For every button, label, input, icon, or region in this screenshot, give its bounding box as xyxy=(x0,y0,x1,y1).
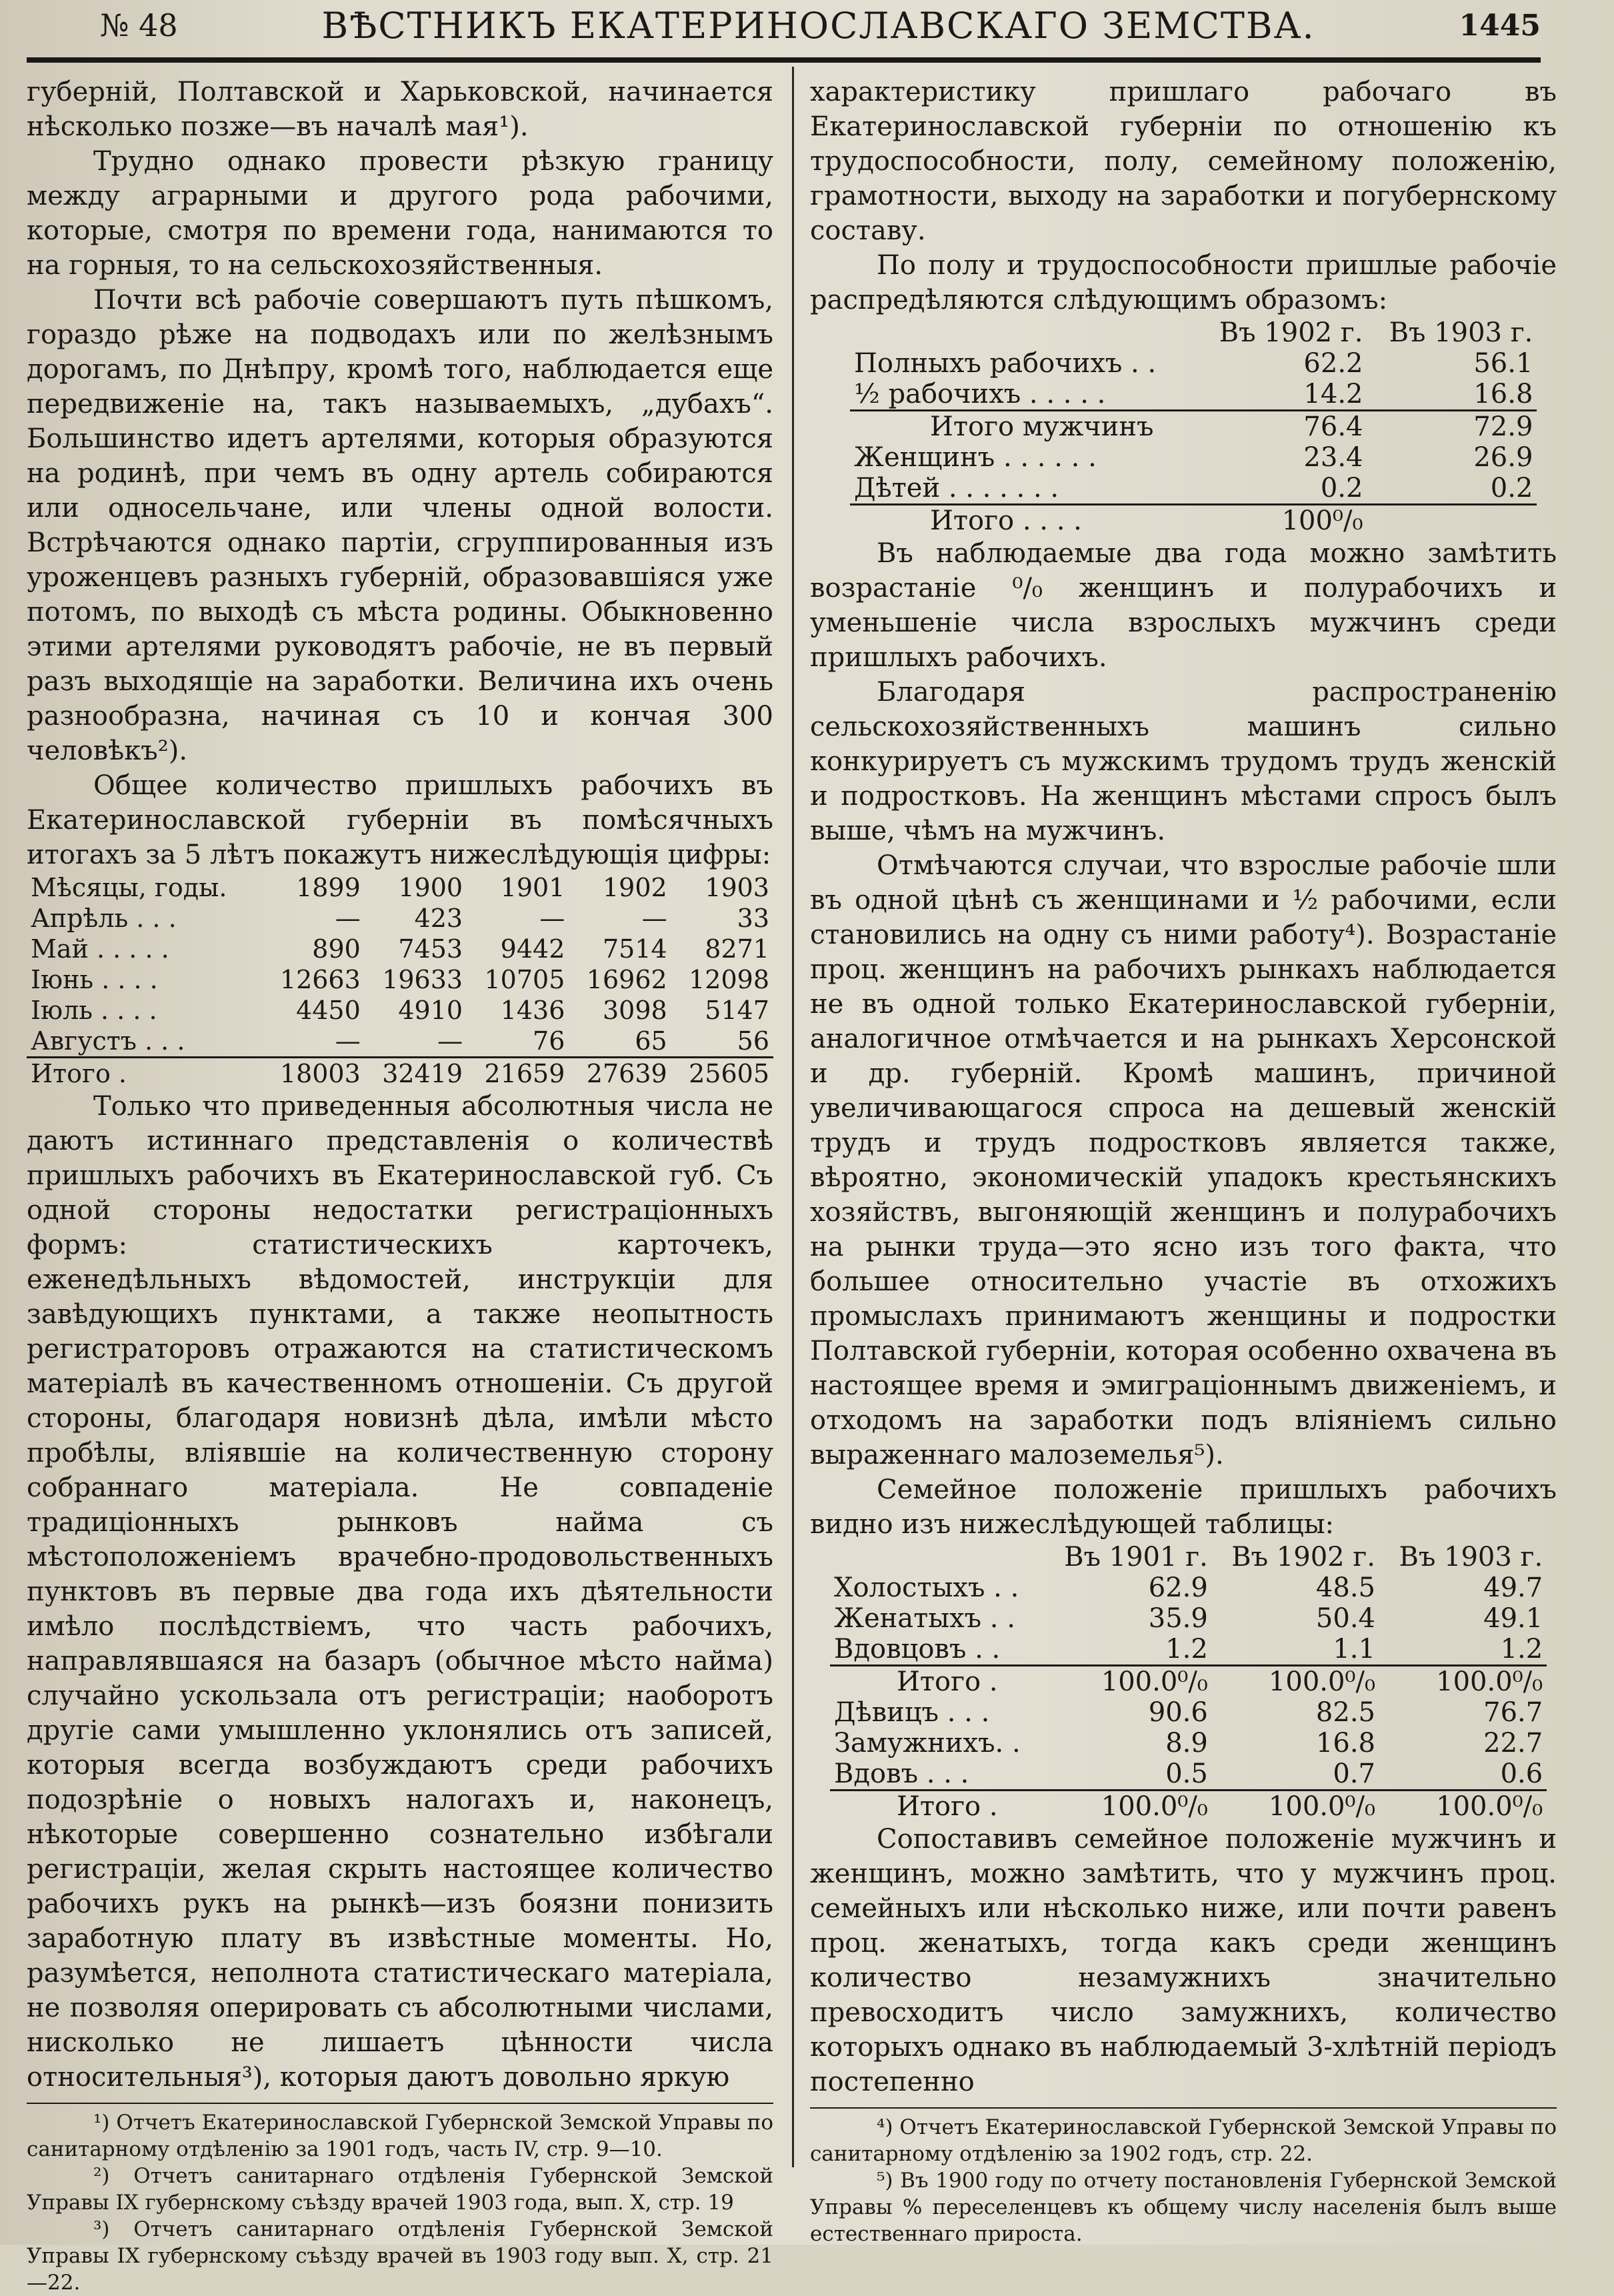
table-cell: 16.8 xyxy=(1473,379,1533,409)
table-row xyxy=(830,1759,1547,1791)
footnote: ⁴) Отчетъ Екатеринославской Губернской Земской Управы по санитарному отдѣленію за 1902 годъ, стр. 22. xyxy=(810,2115,1557,2166)
header-rule xyxy=(27,57,1541,63)
table-cell: 65 xyxy=(635,1026,667,1056)
paragraph: Семейное положеніе пришлыхъ рабочихъ видно изъ нижеслѣдующей таблицы: xyxy=(810,1474,1557,1540)
table-cell: 33 xyxy=(737,904,769,933)
table-cell: 0.7 xyxy=(1333,1759,1375,1789)
table-cell: 0.2 xyxy=(1490,473,1533,503)
table-cell: 18003 xyxy=(263,1058,365,1090)
table-cell: Замужнихъ. . xyxy=(834,1728,1021,1759)
table-cell: Итого . xyxy=(830,1666,1045,1698)
table-cell: Мѣсяцы, годы. xyxy=(31,873,227,902)
family-status-table xyxy=(830,1542,1547,1822)
table-cell: 27639 xyxy=(569,1058,671,1090)
table-cell: 56.1 xyxy=(1473,348,1533,379)
table-cell: — xyxy=(641,904,667,933)
table-row xyxy=(850,473,1537,505)
page-header xyxy=(27,0,1554,51)
table-cell: 48.5 xyxy=(1315,1572,1375,1603)
table-cell: 26.9 xyxy=(1473,442,1533,473)
issue-number: № 48 xyxy=(100,7,178,43)
footnote: ¹) Отчетъ Екатеринославской Губернской Земской Управы по санитарному отдѣленію за 1901 годъ, часть IV, стр. 9—10. xyxy=(27,2111,773,2161)
table-cell: — xyxy=(335,1026,361,1056)
table-cell: 82.5 xyxy=(1315,1697,1375,1728)
paragraph: губерній, Полтавской и Харьковской, начинается нѣсколько позже—въ началѣ мая¹). xyxy=(27,77,773,142)
paragraph: Въ наблюдаемые два года можно замѣтить возрастаніе ⁰/₀ женщинъ и полурабочихъ и уменьшеніе числа взрослыхъ мужчинъ среди пришлыхъ рабочихъ. xyxy=(810,538,1557,673)
table-cell: 5147 xyxy=(705,996,769,1025)
table-cell xyxy=(850,317,1197,348)
table-row xyxy=(27,903,773,934)
table-row xyxy=(830,1728,1547,1759)
table-cell: 100.0⁰/₀ xyxy=(1379,1791,1547,1823)
table-cell: Въ 1902 г. xyxy=(1219,317,1363,348)
table-total-row xyxy=(850,505,1537,537)
table-cell: 1901 xyxy=(500,873,565,902)
paragraph: Отмѣчаются случаи, что взрослые рабочіе шли въ одной цѣнѣ съ женщинами и ½ рабочими, если становились на одну съ ними работу⁴). Возрастаніе проц. женщинъ на рабочихъ рынкахъ наблюдается не въ одной только Екатеринославской губерніи, аналогичное отмѣчается и на рынкахъ Херсонской и др. губерній. Кромѣ машинъ, причиной увеличивающагося спроса на дешевый женскій трудъ и трудъ подростковъ является также, вѣроятно, экономическій упадокъ крестьянскихъ хозяйствъ, выгоняющій женщинъ и полурабочихъ на рынки труда—это ясно изъ того факта, что большее относительно участіе въ отхожихъ промыслахъ принимаютъ женщины и подростки Полтавской губерніи, которая особенно охвачена въ настоящее время и эмиграціоннымъ движеніемъ, и отходомъ на заработки подъ вліяніемъ сильно выраженнаго малоземелья⁵). xyxy=(810,850,1557,1470)
table-cell: 3098 xyxy=(602,996,667,1025)
monthly-workers-table xyxy=(27,872,773,1089)
table-cell: 76 xyxy=(533,1026,565,1056)
table-cell: 72.9 xyxy=(1367,411,1537,443)
table-cell: Итого . xyxy=(830,1791,1045,1823)
table-cell: Холостыхъ . . xyxy=(834,1572,1019,1603)
table-cell: Августъ . . . xyxy=(31,1026,185,1056)
table-row xyxy=(27,934,773,964)
table-row xyxy=(850,348,1537,379)
table-row xyxy=(830,1634,1547,1666)
table-cell: 1903 xyxy=(705,873,769,902)
table-cell: 1.1 xyxy=(1333,1634,1375,1664)
table-cell: 1899 xyxy=(296,873,361,902)
table-cell: 100.0⁰/₀ xyxy=(1379,1666,1547,1698)
table-row xyxy=(27,995,773,1026)
page-number: 1445 xyxy=(1459,8,1541,43)
table-cell: 4910 xyxy=(398,996,463,1025)
table-cell: — xyxy=(539,904,565,933)
paragraph: Только что приведенныя абсолютныя числа не даютъ истиннаго представленія о количествѣ пришлыхъ рабочихъ въ Екатеринославской губ. Съ одной стороны недостатки регистраціонныхъ формъ: статистическихъ карточекъ, еженедѣльныхъ вѣдомостей, инструкціи для завѣдующихъ пунктами, а также неопытность регистраторовъ отражаются на статистическомъ матеріалѣ въ качественномъ отношеніи. Съ другой стороны, благодаря новизнѣ дѣла, имѣли мѣсто пробѣлы, вліявшіе на количественную сторону собраннаго матеріала. Не совпаденіе традиціонныхъ рынковъ найма съ мѣстоположеніемъ врачебно-продовольственныхъ пунктовъ въ первые два года ихъ дѣятельности имѣло послѣдствіемъ, что часть рабочихъ, направлявшаяся на базаръ (обычное мѣсто найма) случайно ускользала отъ регистраціи; наоборотъ другіе сами умышленно уклонялись отъ записей, которыя всегда возбуждаютъ среди рабочихъ подозрѣніе о новыхъ налогахъ и, наконецъ, нѣкоторые совершенно сознательно избѣгали регистраціи, желая скрыть настоящее количество рабочихъ рукъ на рынкѣ—изъ боязни понизить заработную плату въ извѣстные моменты. Но, разумѣется, неполнота статистическаго матеріала, не позволяя оперировать съ абсолютными числами, нисколько не лишаетъ цѣнности числа относительныя³), которыя даютъ довольно яркую xyxy=(27,1091,773,2093)
table-cell: Вдовцовъ . . xyxy=(834,1634,1001,1664)
footnote: ³) Отчетъ санитарнаго отдѣленія Губернской Земской Управы IX губернскому съѣзду врачей въ 1903 году вып. X, стр. 21—22. xyxy=(27,2217,773,2295)
table-cell: 1902 xyxy=(602,873,667,902)
table-cell: Май . . . . . xyxy=(31,934,169,964)
table-cell: 100.0⁰/₀ xyxy=(1045,1666,1212,1698)
table-cell: 10705 xyxy=(484,965,565,994)
table-cell: — xyxy=(335,904,361,933)
table-cell: 16962 xyxy=(586,965,667,994)
table-cell: 8.9 xyxy=(1165,1728,1208,1759)
table-header-row xyxy=(830,1542,1547,1572)
table-cell: 12663 xyxy=(279,965,361,994)
paragraph: Общее количество пришлыхъ рабочихъ въ Екатеринославской губерніи въ помѣсячныхъ итогахъ за 5 лѣтъ покажутъ нижеслѣдующія цифры: xyxy=(27,770,773,870)
table-cell: 100.0⁰/₀ xyxy=(1212,1791,1379,1823)
footnote-rule xyxy=(27,2103,773,2104)
table-cell: 7453 xyxy=(398,934,463,964)
table-row xyxy=(830,1603,1547,1634)
table-row xyxy=(850,379,1537,411)
table-cell: 49.1 xyxy=(1483,1603,1543,1634)
table-header-row xyxy=(850,317,1537,348)
table-row xyxy=(27,964,773,995)
table-cell: Полныхъ рабочихъ . . xyxy=(854,348,1157,379)
table-cell: Женщинъ . . . . . . xyxy=(854,442,1097,473)
footnote-rule xyxy=(810,2107,1557,2109)
table-cell: 62.2 xyxy=(1303,348,1363,379)
column-divider xyxy=(792,67,794,2167)
table-cell: 1900 xyxy=(398,873,463,902)
table-header-row xyxy=(27,872,773,903)
table-cell: Дѣтей . . . . . . . xyxy=(854,473,1059,503)
table-cell: 0.2 xyxy=(1320,473,1363,503)
table-row xyxy=(830,1697,1547,1728)
table-cell: 100.0⁰/₀ xyxy=(1212,1666,1379,1698)
footnote: ²) Отчетъ санитарнаго отдѣленія Губернской Земской Управы IX губернскому съѣзду врачей 1903 года, вып. X, стр. 19 xyxy=(27,2164,773,2215)
table-cell: 0.6 xyxy=(1500,1759,1543,1789)
table-cell: 76.7 xyxy=(1483,1697,1543,1728)
table-cell: Итого . . . . xyxy=(850,505,1197,537)
table-cell xyxy=(1367,505,1537,537)
table-cell: ½ рабочихъ . . . . . xyxy=(854,379,1106,409)
table-cell: Апрѣль . . . xyxy=(31,904,177,933)
left-column xyxy=(27,75,773,2295)
table-cell: 100⁰/₀ xyxy=(1197,505,1367,537)
table-cell: Іюль . . . . xyxy=(31,996,157,1025)
sex-workability-table xyxy=(850,317,1537,536)
table-row xyxy=(850,442,1537,473)
table-cell: 49.7 xyxy=(1483,1572,1543,1603)
table-cell: 21659 xyxy=(467,1058,569,1090)
table-total-row xyxy=(830,1666,1547,1698)
table-cell: 50.4 xyxy=(1315,1603,1375,1634)
table-cell: 25605 xyxy=(671,1058,773,1090)
table-cell: 1.2 xyxy=(1500,1634,1543,1664)
table-cell: Въ 1903 г. xyxy=(1389,317,1533,348)
table-cell: 32419 xyxy=(365,1058,467,1090)
table-cell: 16.8 xyxy=(1315,1728,1375,1759)
table-cell: 9442 xyxy=(500,934,565,964)
table-cell: Женатыхъ . . xyxy=(834,1603,1015,1634)
paragraph: Сопоставивъ семейное положеніе мужчинъ и женщинъ, можно замѣтить, что у мужчинъ проц. семейныхъ или нѣсколько ниже, или почти равенъ проц. женатыхъ, тогда какъ среди женщинъ количество незамужнихъ значительно превосходитъ число замужнихъ, количество которыхъ однако въ наблюдаемый 3-хлѣтній періодъ постепенно xyxy=(810,1824,1557,2097)
table-cell: Въ 1903 г. xyxy=(1399,1542,1543,1572)
table-cell: 12098 xyxy=(689,965,769,994)
table-subtotal-row xyxy=(850,411,1537,443)
paragraph: По полу и трудоспособности пришлые рабочіе распредѣляются слѣдующимъ образомъ: xyxy=(810,250,1557,315)
table-cell: 14.2 xyxy=(1303,379,1363,409)
table-cell: 890 xyxy=(312,934,361,964)
table-cell xyxy=(830,1542,1045,1572)
table-cell: 22.7 xyxy=(1483,1728,1543,1759)
table-cell: 8271 xyxy=(705,934,769,964)
table-cell: 7514 xyxy=(602,934,667,964)
paragraph: Почти всѣ рабочіе совершаютъ путь пѣшкомъ, гораздо рѣже на подводахъ или по желѣзнымъ дорогамъ, по Днѣпру, кромѣ того, наблюдается еще передвиженіе на, такъ называемыхъ, „дубахъ“. Большинство идетъ артелями, которыя образуются на родинѣ, при чемъ въ одну артель собираются или односельчане, или члены одной волости. Встрѣчаются однако партіи, сгруппированныя изъ уроженцевъ разныхъ губерній, образовавшіяся уже потомъ, по выходѣ съ мѣста родины. Обыкновенно этими артелями руководятъ рабочіе, не въ первый разъ выходящіе на заработки. Величина ихъ очень разнообразна, начиная съ 10 и кончая 300 человѣкъ²). xyxy=(27,285,773,766)
paragraph: Трудно однако провести рѣзкую границу между аграрными и другого рода рабочими, которые, смотря по времени года, нанимаются то на горныя, то на сельскохозяйственныя. xyxy=(27,146,773,281)
table-cell: Іюнь . . . . xyxy=(31,965,158,994)
table-cell: 23.4 xyxy=(1303,442,1363,473)
table-cell: 35.9 xyxy=(1148,1603,1208,1634)
paragraph: характеристику пришлаго рабочаго въ Екатеринославской губерніи по отношенію къ трудоспособности, полу, семейному положенію, грамотности, выходу на заработки и погубернскому составу. xyxy=(810,77,1557,246)
table-cell: 76.4 xyxy=(1197,411,1367,443)
paragraph: Благодаря распространенію сельскохозяйственныхъ машинъ сильно конкурируетъ съ мужскимъ трудомъ трудъ женскій и подростковъ. На женщинъ мѣстами спросъ былъ выше, чѣмъ на мужчинъ. xyxy=(810,677,1557,846)
table-cell: Дѣвицъ . . . xyxy=(834,1697,990,1728)
journal-title: ВѢСТНИКЪ ЕКАТЕРИНОСЛАВСКАГО ЗЕМСТВА. xyxy=(321,4,1315,47)
table-cell: 56 xyxy=(737,1026,769,1056)
table-cell: 90.6 xyxy=(1148,1697,1208,1728)
table-row xyxy=(830,1572,1547,1603)
table-cell: Итого мужчинъ xyxy=(850,411,1197,443)
table-cell: 1436 xyxy=(500,996,565,1025)
table-cell: — xyxy=(437,1026,463,1056)
right-column xyxy=(810,75,1557,2246)
table-cell: 423 xyxy=(414,904,463,933)
table-cell: 1.2 xyxy=(1165,1634,1208,1664)
table-cell: Итого . xyxy=(27,1058,263,1090)
table-cell: 62.9 xyxy=(1148,1572,1208,1603)
table-total-row xyxy=(830,1791,1547,1823)
table-cell: 19633 xyxy=(382,965,463,994)
table-cell: Вдовъ . . . xyxy=(834,1759,969,1789)
table-row xyxy=(27,1026,773,1058)
table-cell: Въ 1902 г. xyxy=(1231,1542,1375,1572)
table-total-row xyxy=(27,1058,773,1090)
footnote: ⁵) Въ 1900 году по отчету постановленія Губернской Земской Управы % переселенцевъ къ общему числу населенія былъ выше естественнаго прироста. xyxy=(810,2169,1557,2246)
table-cell: 100.0⁰/₀ xyxy=(1045,1791,1212,1823)
table-cell: 4450 xyxy=(296,996,361,1025)
table-cell: 0.5 xyxy=(1165,1759,1208,1789)
table-cell: Въ 1901 г. xyxy=(1064,1542,1208,1572)
